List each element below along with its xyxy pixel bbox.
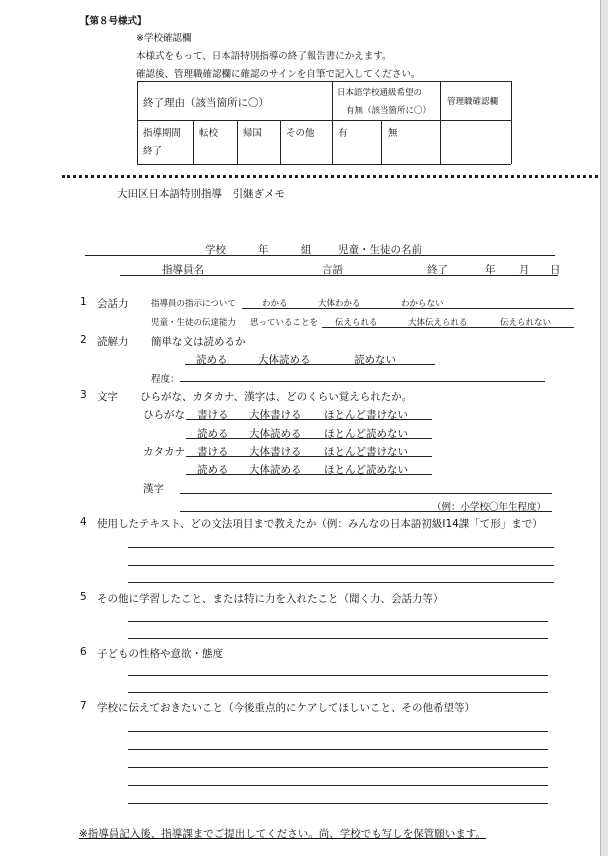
confirm-line-2: 確認後、管理職確認欄に確認のサインを自筆で記入してください。: [136, 69, 421, 80]
period-label-1: 指導期間: [143, 128, 182, 139]
s3-hira-read-3[interactable]: ほとんど読めない: [324, 428, 408, 440]
s2-num: 2: [80, 334, 87, 346]
s7-answer-line[interactable]: [128, 767, 548, 768]
s5-answer-line[interactable]: [128, 621, 548, 622]
s3-label: 文字: [97, 391, 118, 403]
page-edge: [600, 0, 608, 856]
teacher-name-label: 指導員名: [162, 264, 204, 276]
s4-num: 4: [80, 516, 87, 528]
s1-q2-opt-2[interactable]: 大体伝えられる: [408, 318, 468, 328]
s7-question: 学校に伝えておきたいこと（今後重点的にケアしてほしいこと、その他希望等）: [97, 702, 475, 714]
grade-label: 年: [258, 244, 269, 256]
month-label: 月: [519, 264, 530, 276]
end-label: 終了: [427, 264, 448, 276]
cut-line: [62, 175, 598, 178]
end-reason-header: 終了理由（該当箇所に〇）: [143, 97, 269, 109]
s7-answer-line[interactable]: [128, 731, 548, 732]
year-label: 年: [485, 264, 496, 276]
school-label: 学校: [205, 244, 226, 256]
form-number: 【第８号様式】: [80, 16, 147, 27]
s1-q1: 指導員の指示について: [151, 299, 236, 309]
language-label: 言語: [322, 264, 343, 276]
s3-katakana-label: カタカナ: [143, 446, 185, 458]
s3-kata-read-1[interactable]: 読める: [197, 464, 229, 476]
student-info-line[interactable]: [85, 255, 555, 256]
s7-num: 7: [80, 700, 87, 712]
s3-hira-write-1[interactable]: 書ける: [197, 409, 229, 421]
s1-q1-opt-1[interactable]: わかる: [262, 299, 288, 309]
day-label: 日: [550, 264, 561, 276]
s2-opt-2[interactable]: 大体読める: [258, 354, 311, 366]
s2-level-field[interactable]: [180, 381, 545, 382]
s4-question: 使用したテキスト、どの文法項目まで教えたか（例：みんなの日本語初級Ⅰ14課「て形」まで）: [97, 518, 543, 530]
s3-hira-read-2[interactable]: 大体読める: [249, 428, 302, 440]
s1-q2-opt-1[interactable]: 伝えられる: [335, 318, 378, 328]
s1-q2a: 児童・生徒の伝達能力: [151, 318, 237, 328]
class-label: 組: [301, 244, 312, 256]
s3-num: 3: [80, 389, 87, 401]
s1-q1-opt-3[interactable]: わからない: [401, 299, 444, 309]
jp-class-hope-header-1: 日本語学校通級希望の: [337, 88, 423, 98]
option-yes[interactable]: 有: [338, 128, 348, 139]
s4-answer-line[interactable]: [128, 565, 554, 566]
s3-kata-read-3[interactable]: ほとんど読めない: [324, 464, 408, 476]
s3-kata-write-2[interactable]: 大体書ける: [249, 446, 302, 458]
s3-kanji-label: 漢字: [143, 483, 164, 495]
s1-q1-opt-2[interactable]: 大体わかる: [318, 299, 361, 309]
period-label-2: 終了: [143, 146, 163, 157]
s6-answer-line[interactable]: [128, 692, 548, 693]
option-return-home[interactable]: 帰国: [243, 128, 263, 139]
s3-kanji-example: （例：小学校〇年生程度）: [432, 502, 547, 513]
teacher-info-line[interactable]: [120, 275, 558, 276]
s3-question: ひらがな、カタカナ、漢字は、どのくらい覚えられたか。: [140, 391, 413, 403]
s6-question: 子どもの性格や意欲・態度: [97, 648, 223, 660]
admin-confirm-header: 管理職確認欄: [447, 97, 499, 107]
s3-hiragana-label: ひらがな: [143, 409, 185, 421]
s1-q2-opt-3[interactable]: 伝えられない: [500, 318, 552, 328]
option-no[interactable]: 無: [388, 128, 398, 139]
s4-answer-line[interactable]: [128, 582, 554, 583]
s3-hira-read-1[interactable]: 読める: [197, 428, 229, 440]
s4-answer-line[interactable]: [128, 547, 554, 548]
s2-question: 簡単な文は読めるか: [151, 336, 246, 348]
s7-answer-line[interactable]: [128, 803, 548, 804]
s3-hira-write-2[interactable]: 大体書ける: [249, 409, 302, 421]
s3-hira-write-3[interactable]: ほとんど書けない: [324, 409, 408, 421]
jp-class-hope-header-2: 有無（該当箇所に〇）: [346, 106, 432, 116]
s6-answer-line[interactable]: [128, 675, 548, 676]
footer-note: ※指導員記入後、指導課までご提出してください。尚、学校でも写しを保管願います。: [79, 828, 486, 840]
s7-answer-line[interactable]: [128, 785, 548, 786]
s5-num: 5: [80, 591, 87, 603]
s3-kata-read-2[interactable]: 大体読める: [249, 464, 302, 476]
option-transfer[interactable]: 転校: [199, 128, 219, 139]
s1-num: 1: [80, 296, 87, 308]
s2-label: 読解力: [97, 336, 129, 348]
option-other[interactable]: その他: [286, 128, 315, 139]
s2-opt-3[interactable]: 読めない: [354, 354, 396, 366]
s5-question: その他に学習したこと、または特に力を入れたこと（聞く力、会話力等）: [97, 593, 444, 605]
s3-kanji-field[interactable]: [180, 493, 552, 494]
s6-num: 6: [80, 646, 87, 658]
confirm-line-1: 本様式をもって、日本語特別指導の終了報告書にかえます。: [136, 51, 392, 62]
s3-kata-write-1[interactable]: 書ける: [197, 446, 229, 458]
memo-title: 大田区日本語特別指導 引継ぎメモ: [117, 188, 285, 200]
s5-answer-line[interactable]: [128, 638, 548, 639]
s2-level-label: 程度：: [151, 374, 180, 385]
s1-label: 会話力: [97, 298, 129, 310]
school-confirm-title: ※学校確認欄: [136, 33, 192, 44]
s7-answer-line[interactable]: [128, 749, 548, 750]
s2-opt-1[interactable]: 読める: [196, 354, 228, 366]
admin-signature-field[interactable]: [441, 121, 510, 163]
s1-q2b: 思っていることを: [250, 318, 319, 328]
student-name-label: 児童・生徒の名前: [338, 244, 422, 256]
s3-kata-write-3[interactable]: ほとんど書けない: [324, 446, 408, 458]
